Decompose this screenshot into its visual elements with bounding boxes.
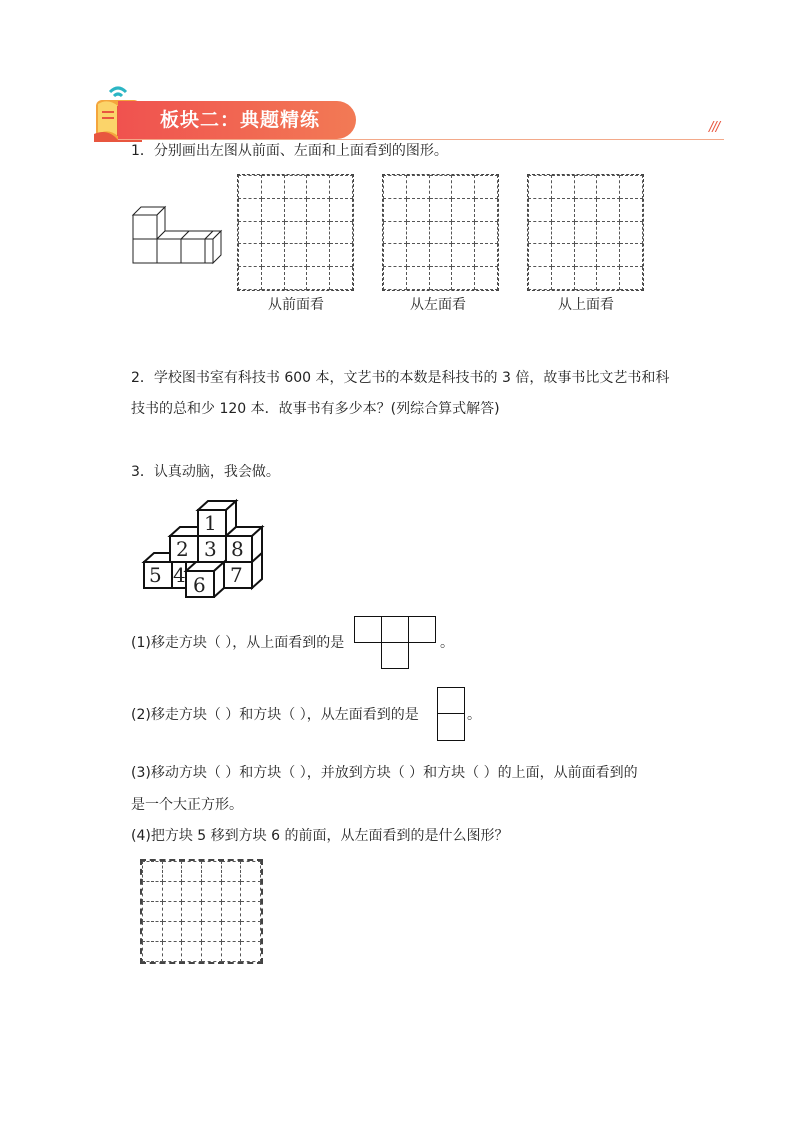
q3-part4-text: (4)把方块 5 移到方块 6 的前面，从左面看到的是什么图形？ — [131, 828, 509, 844]
cube-label-6: 6 — [193, 573, 206, 597]
q3-part1-text: (1)移走方块（ ），从上面看到的是 — [131, 635, 345, 651]
grid-part4-answer[interactable] — [140, 859, 263, 964]
q3-part3-line-1: (3)移动方块（ ）和方块（ ），并放到方块（ ）和方块（ ）的上面，从前面看到的 — [131, 765, 638, 781]
q2-line-1: 2．学校图书室有科技书 600 本，文艺书的本数是科技书的 3 倍，故事书比文艺书和科 — [131, 370, 670, 386]
grid-top-view[interactable] — [527, 174, 644, 291]
q1-prompt: 1．分别画出左图从前面、左面和上面看到的图形。 — [131, 143, 448, 159]
grid-front-view[interactable] — [237, 174, 354, 291]
cube-label-4: 4 — [173, 563, 186, 587]
caption-front-view: 从前面看 — [268, 297, 324, 313]
top-view-figure — [354, 616, 438, 670]
section-title: 板块二：典题精练 — [160, 109, 321, 131]
q3-part2-text: (2)移走方块（ ）和方块（ ），从左面看到的是 — [131, 707, 419, 723]
q3-part2-period: 。 — [467, 707, 481, 723]
caption-left-view: 从左面看 — [410, 297, 466, 313]
q3-part1-period: 。 — [440, 635, 454, 651]
caption-top-view: 从上面看 — [558, 297, 614, 313]
q1-cube-figure — [130, 203, 226, 265]
cube-label-5: 5 — [149, 563, 162, 587]
cube-label-1: 1 — [204, 511, 217, 535]
cube-label-8: 8 — [231, 537, 244, 561]
left-view-figure — [437, 687, 465, 741]
cube-label-2: 2 — [176, 537, 189, 561]
q3-prompt: 3．认真动脑，我会做。 — [131, 464, 280, 480]
cube-label-3: 3 — [204, 537, 217, 561]
header-decoration: /// — [709, 120, 720, 135]
cube-label-7: 7 — [230, 563, 243, 587]
header-rule — [118, 139, 724, 140]
grid-left-view[interactable] — [382, 174, 499, 291]
q3-part3-line-2: 是一个大正方形。 — [131, 797, 243, 813]
q2-line-2: 技书的总和少 120 本．故事书有多少本？(列综合算式解答) — [131, 401, 500, 417]
